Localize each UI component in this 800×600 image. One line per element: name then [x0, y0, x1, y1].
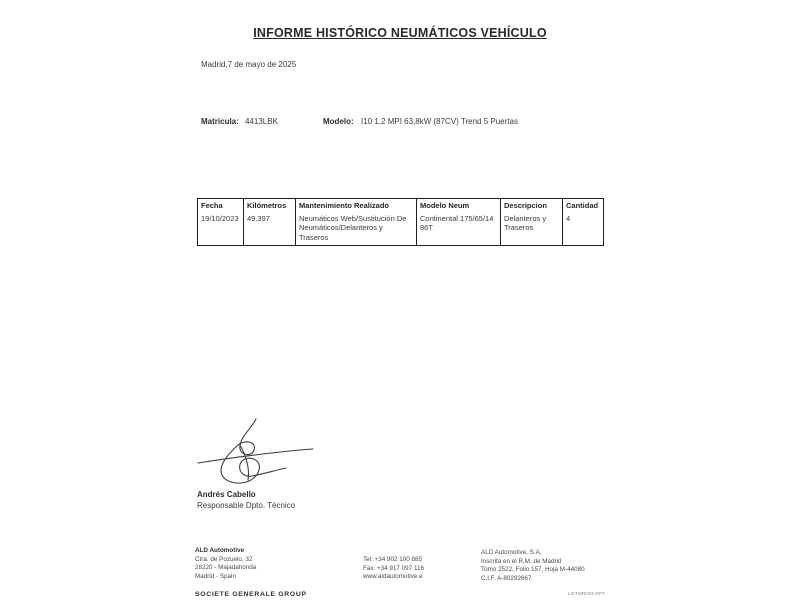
col-header-fecha: Fecha [201, 201, 223, 210]
plate-value: 4413LBK [245, 117, 278, 126]
col-header-kilometros: Kilómetros [244, 199, 296, 213]
footer-address-block [195, 547, 256, 581]
col-header-mantenimiento: Mantenimiento Realizado [296, 199, 417, 213]
cell-descripcion: Delanteros y Traseros [501, 213, 563, 246]
signatory-name: Andrés Cabello [197, 490, 256, 499]
footer-address-line: Madrid - Spain [195, 572, 236, 580]
footer-legal-line: Tomo 2522, Folio 157, Hoja M-44080 [481, 566, 585, 574]
col-header-modelo-neum: Modelo Neum [417, 199, 501, 213]
footer-legal-block [481, 549, 585, 583]
col-header-cantidad: Cantidad [563, 199, 604, 213]
tyre-history-table [197, 198, 604, 246]
cell-modelo-neum: Continental 175/65/14 86T [417, 213, 501, 246]
footer-legal-line: ALD Automotive, S.A. [481, 549, 542, 556]
footer-legal-line: C.I.F. A-80292667 [481, 574, 532, 582]
report-date: Madrid,7 de mayo de 2025 [201, 60, 297, 69]
footer-address-line: Ctra. de Pozuelo, 32 [195, 555, 253, 563]
footer-phone: Tel: +34 902 100 885 [363, 556, 422, 563]
footer-group-name: SOCIETE GENERALE GROUP [195, 591, 307, 598]
cell-kilometros: 49.397 [244, 213, 296, 246]
plate-label: Matricula: [201, 117, 239, 126]
page-title: INFORME HISTÓRICO NEUMÁTICOS VEHÍCULO [253, 26, 547, 40]
footer-website: www.aldautomotive.e [363, 573, 423, 581]
signature-image [196, 416, 316, 490]
footer-contact-block [363, 556, 424, 582]
table-header-row [198, 199, 604, 213]
table-row [198, 213, 604, 246]
footer-company-name: ALD Automotive [195, 547, 245, 554]
cell-fecha: 19/10/2023 [201, 213, 239, 223]
document-reference: LISTMNN02.RPT [567, 592, 605, 597]
signatory-role: Responsable Dpto. Técnico [197, 501, 296, 510]
cell-mantenimiento: Neumáticos Web/Sustitución De Neumáticos/Delanteros y Traseros [296, 213, 417, 246]
footer-address-line: 28220 - Majadahonda [195, 564, 257, 572]
cell-cantidad: 4 [563, 213, 604, 246]
footer-legal-line: Inscrita en el R.M. de Madrid [481, 557, 562, 565]
model-value: I10 1.2 MPI 63,8kW (87CV) Trend 5 Puertas [361, 117, 518, 126]
model-label: Modelo: [323, 117, 354, 126]
col-header-descripcion: Descripcion [501, 199, 563, 213]
footer-fax: Fax: +34 917 097 116 [363, 564, 424, 572]
